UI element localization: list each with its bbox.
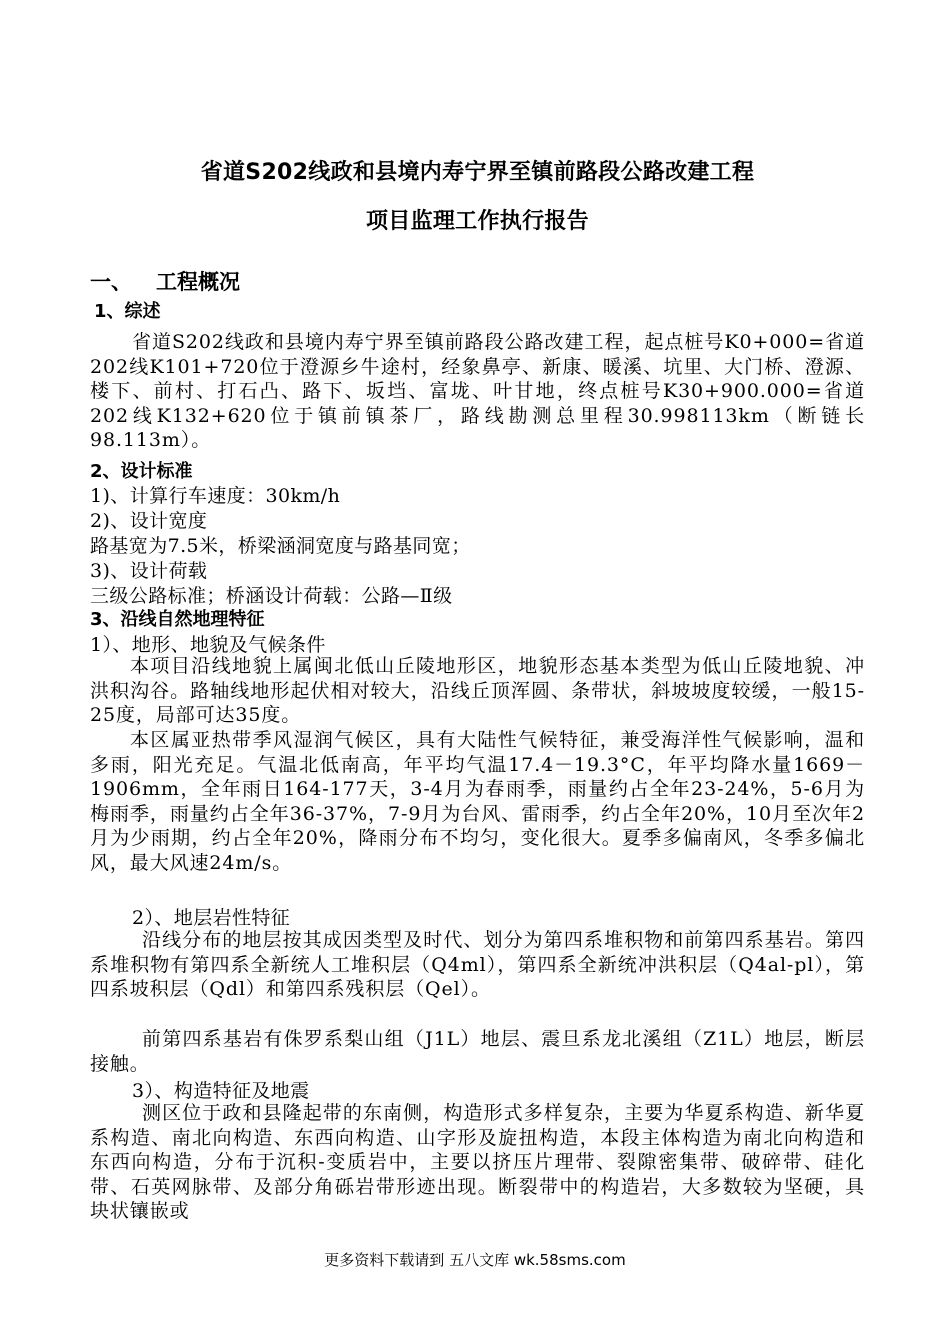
sub-heading-terrain-climate: 1）、地形、地貌及气候条件 <box>90 634 326 656</box>
subsection-heading-summary: 1、综述 <box>94 301 161 322</box>
paragraph-terrain: 本项目沿线地貌上属闽北低山丘陵地形区，地貌形态基本类型为低山丘陵地貌、冲洪积沟谷。路轴线地形起伏相对较大，沿线丘顶浑圆、条带状，斜坡坡度较缓，一般15-25度，局部可达35度。 <box>90 655 865 727</box>
paragraph-structure: 测区位于政和县隆起带的东南侧，构造形式多样复杂，主要为华夏系构造、新华夏系构造、南北向构造、东西向构造、山字形及旋扭构造，本段主体构造为南北向构造和东西向构造，分布于沉积-变质岩中，主要以挤压片理带、裂隙密集带、破碎带、硅化带、石英网脉带、及部分角砾岩带形迹出现。断裂带中的构造岩，大多数较为坚硬，具块状镶嵌或 <box>90 1102 865 1223</box>
sub-heading-strata: 2）、地层岩性特征 <box>132 907 291 929</box>
section-number: 一、 <box>90 270 132 294</box>
design-speed-line: 1)、计算行车速度：30km/h <box>90 485 341 507</box>
paragraph-climate: 本区属亚热带季风湿润气候区，具有大陆性气候特征，兼受海洋性气候影响，温和多雨，阳光充足。气温北低南高，年平均气温17.4－19.3°C，年平均降水量1669－1906mm，全年雨日164-177天，3-4月为春雨季，雨量约占全年23-24%，5-6月为梅雨季，雨量约占全年36-37%，7-9月为台风、雷雨季，约占全年20%，10月至次年2月为少雨期，约占全年20%，降雨分布不均匀，变化很大。夏季多偏南风，冬季多偏北风，最大风速24m/s。 <box>90 729 865 874</box>
paragraph-strata: 沿线分布的地层按其成因类型及时代、划分为第四系堆积物和前第四系基岩。第四系堆积物有第四系全新统人工堆积层（Q4ml），第四系全新统冲洪积层（Q4al-pl），第四系坡积层（Qdl）和第四系残积层（Qel）。 <box>90 929 865 1001</box>
document-subtitle: 项目监理工作执行报告 <box>365 209 589 234</box>
paragraph-summary: 省道S202线政和县境内寿宁界至镇前路段公路改建工程，起点桩号K0+000=省道202线K101+720位于澄源乡牛途村，经象鼻亭、新康、暖溪、坑里、大门桥、澄源、楼下、前村、打石凸、路下、坂垱、富垅、叶甘地，终点桩号K30+900.000=省道202线K132+620位于镇前镇茶厂，路线勘测总里程30.998113km（断链长98.113m）。 <box>90 331 865 452</box>
paragraph-bedrock: 前第四系基岩有侏罗系梨山组（J1L）地层、震旦系龙北溪组（Z1L）地层，断层接触。 <box>90 1028 865 1075</box>
subsection-heading-design-standard: 2、设计标准 <box>90 461 193 482</box>
design-width-label: 2)、设计宽度 <box>90 510 208 532</box>
section-title: 工程概况 <box>156 270 240 294</box>
design-load-value: 三级公路标准；桥涵设计荷载：公路—Ⅱ级 <box>90 585 453 607</box>
sub-heading-structure-earthquake: 3）、构造特征及地震 <box>132 1080 310 1102</box>
design-width-value: 路基宽为7.5米，桥梁涵洞宽度与路基同宽； <box>90 535 471 557</box>
subsection-heading-natural-geography: 3、沿线自然地理特征 <box>90 609 265 630</box>
document-title: 省道S202线政和县境内寿宁界至镇前路段公路改建工程 <box>200 160 755 185</box>
design-load-label: 3)、设计荷载 <box>90 560 208 582</box>
page-footer: 更多资料下载请到 五八文库 wk.58sms.com <box>324 1251 626 1269</box>
section-heading-overview <box>90 266 240 296</box>
